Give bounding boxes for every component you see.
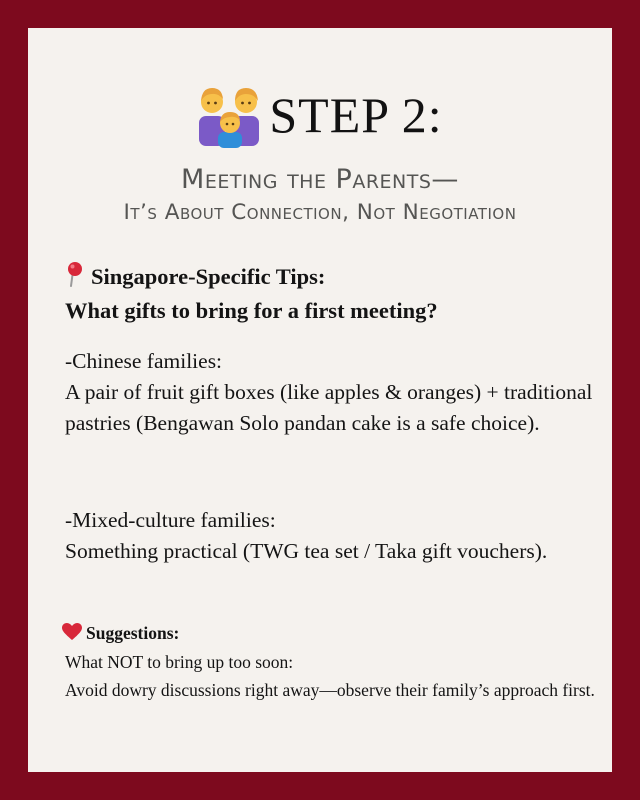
tips-heading-line-1: Singapore-Specific Tips:: [91, 264, 326, 289]
suggestion-line-2: Avoid dowry discussions right away—observe their family’s approach first.: [65, 680, 595, 700]
mixed-culture-label: -Mixed-culture families:: [65, 508, 276, 532]
chinese-families-block: [65, 346, 600, 439]
tips-heading-line-2: What gifts to bring for a first meeting?: [65, 298, 438, 323]
mixed-culture-block: [65, 505, 600, 567]
subtitle-line-1: Meeting the Parents—: [181, 164, 459, 195]
suggestions-body: [65, 648, 605, 704]
suggestion-line-1: What NOT to bring up too soon:: [65, 652, 294, 672]
mixed-culture-text: Something practical (TWG tea set / Taka gift vouchers).: [65, 539, 548, 563]
round-pushpin-icon: [65, 261, 85, 287]
suggestions-heading: [62, 620, 179, 646]
chinese-families-label: -Chinese families:: [65, 349, 223, 373]
suggestions-label: Suggestions:: [86, 623, 180, 643]
content-card: [28, 28, 612, 772]
family-icon: [197, 82, 263, 148]
subtitle-line-2: It’s About Connection, Not Negotiation: [123, 200, 517, 225]
chinese-families-text: A pair of fruit gift boxes (like apples & oranges) + traditional pastries (Bengawan Solo pandan cake is a safe choice).: [65, 380, 593, 435]
red-heart-icon: [62, 623, 82, 641]
step-title: STEP 2:: [269, 87, 443, 143]
step-heading: [28, 82, 612, 148]
tips-heading: [65, 260, 595, 328]
